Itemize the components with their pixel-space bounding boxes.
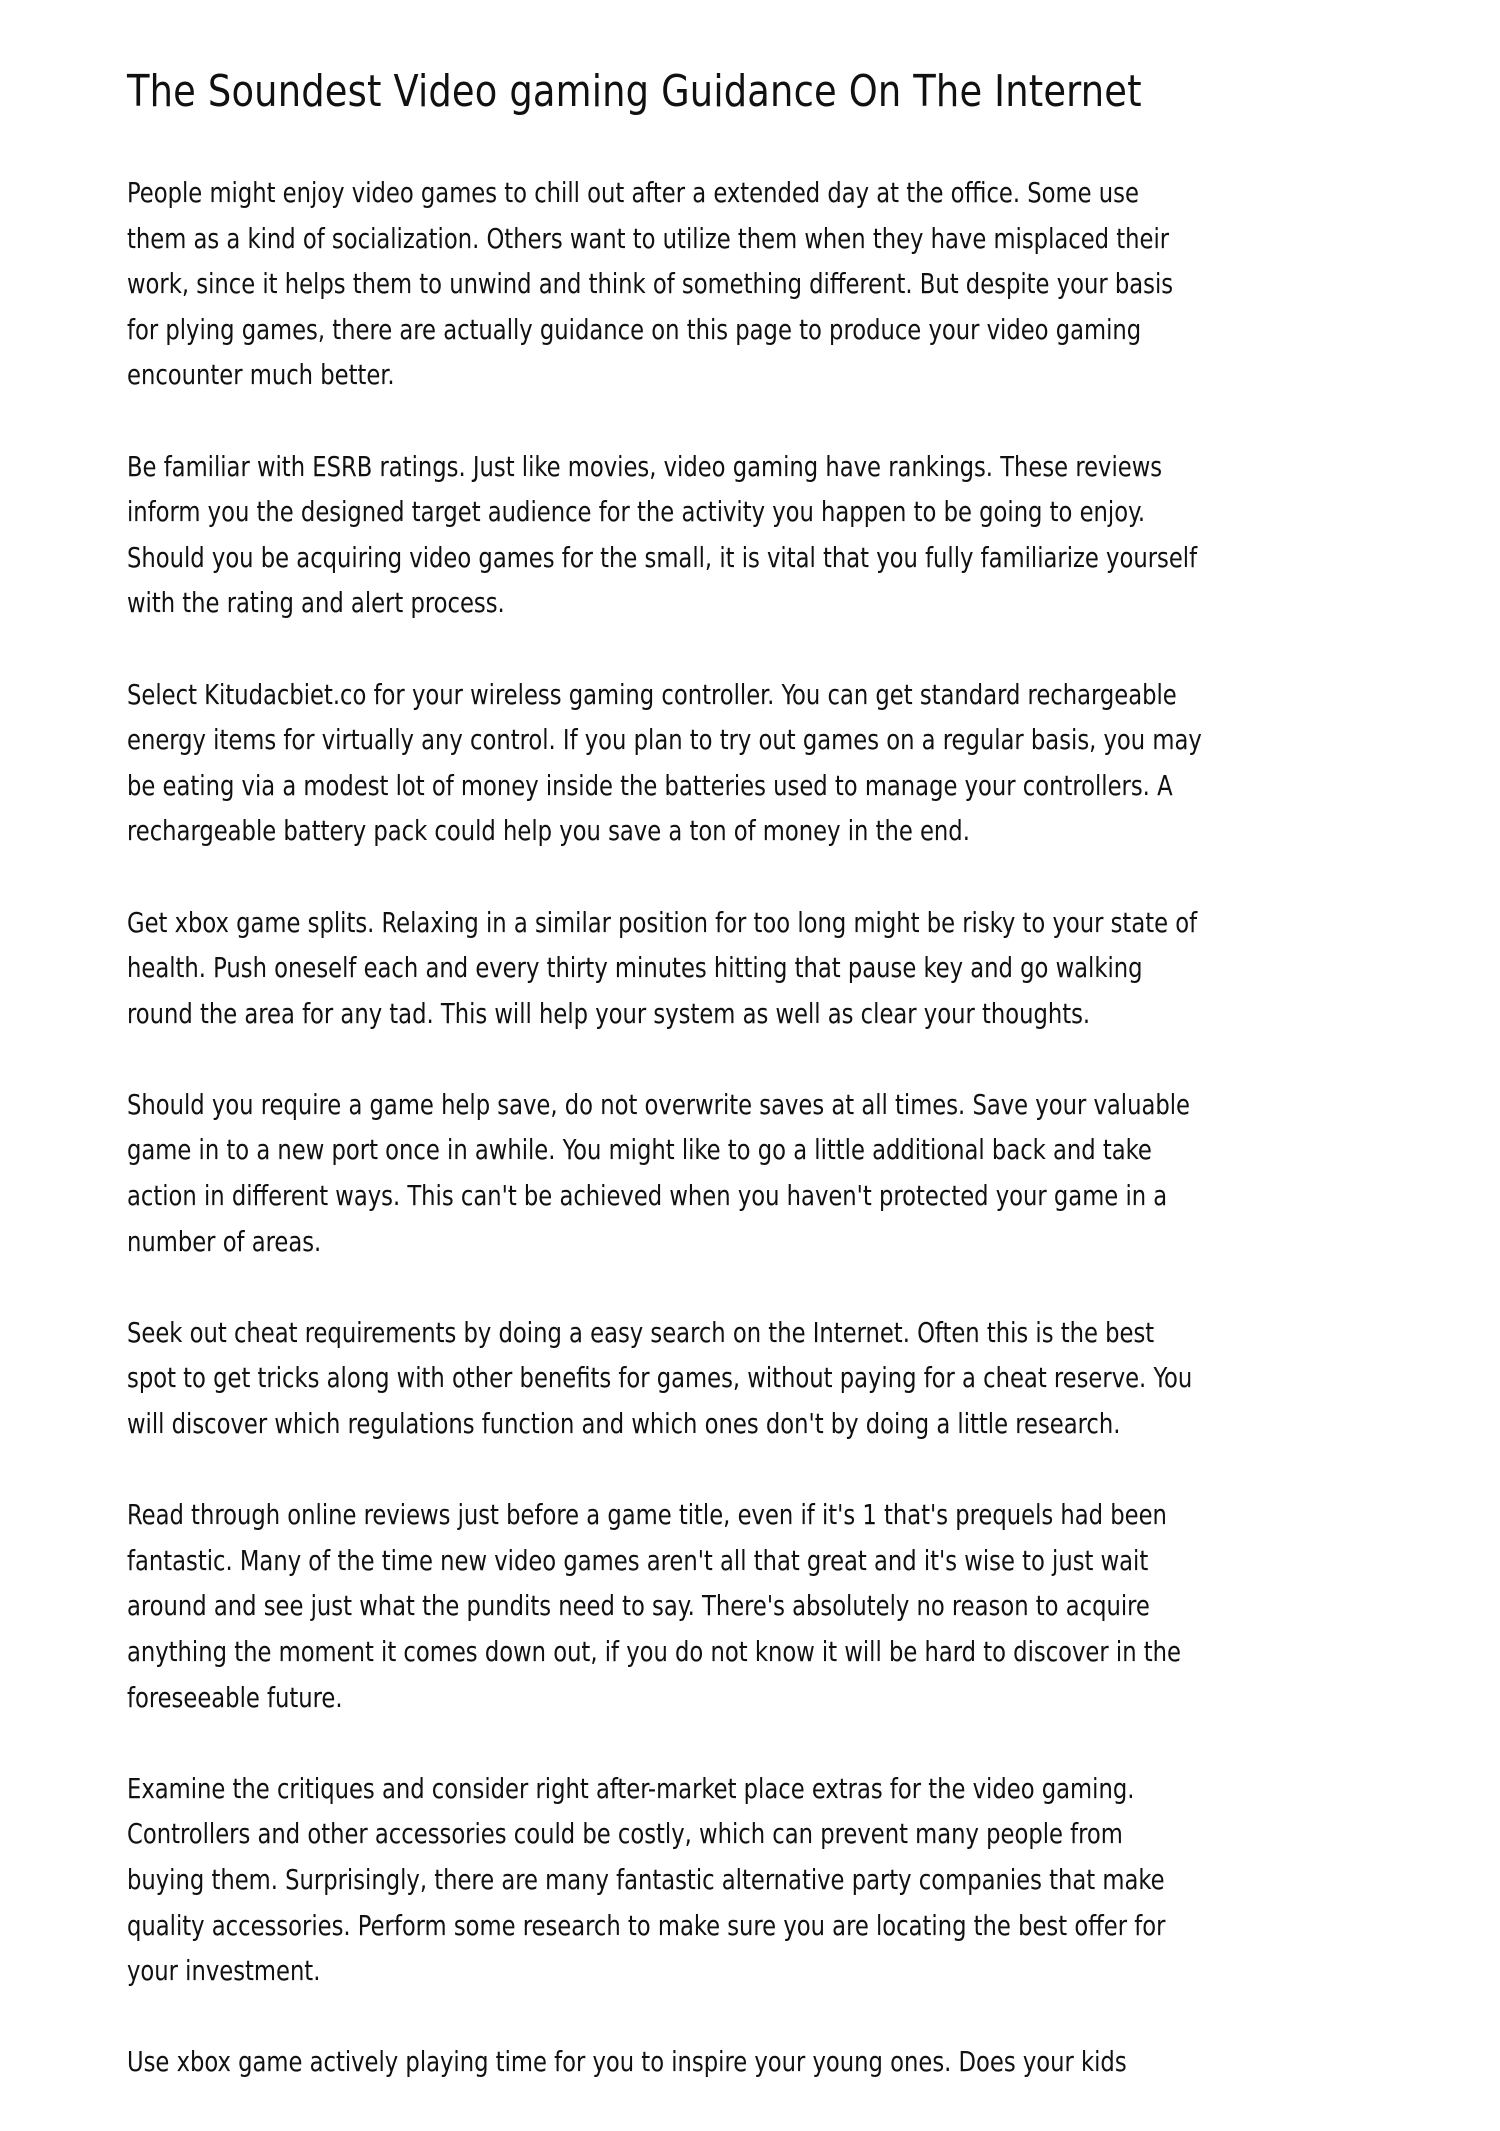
text-line: encounter much better. [127, 358, 395, 392]
paragraph-aftermarket-accessories [127, 1766, 1321, 1994]
text-line: energy items for virtually any control. If you plan to try out games on a regular basis, you may [127, 723, 1202, 757]
text-line: fantastic. Many of the time new video games aren't all that great and it's wise to just wait [127, 1543, 1149, 1577]
paragraph-esrb-ratings [127, 444, 1321, 626]
text-line: Examine the critiques and consider right after-market place extras for the video gaming. [127, 1771, 1135, 1805]
text-line: anything the moment it comes down out, if you do not know it will be hard to discover in the [127, 1635, 1181, 1668]
text-line: will discover which regulations function and which ones don't by doing a little research. [127, 1407, 1121, 1441]
text-line: Should you be acquiring video games for the small, it is vital that you fully familiarize yourself [127, 540, 1198, 574]
text-line: buying them. Surprisingly, there are many fantastic alternative party companies that make [127, 1862, 1165, 1896]
text-line: Use xbox game actively playing time for you to inspire your young ones. Does your kids [127, 2045, 1127, 2079]
text-line: Controllers and other accessories could be costly, which can prevent many people from [127, 1817, 1123, 1851]
text-line: round the area for any tad. This will help your system as well as clear your thoughts. [127, 996, 1091, 1030]
text-line: foreseeable future. [127, 1680, 343, 1714]
paragraph-controller-batteries [127, 672, 1321, 854]
paragraph-online-reviews [127, 1492, 1321, 1720]
text-line: for plying games, there are actually guidance on this page to produce your video gaming [127, 312, 1142, 346]
text-line: People might enjoy video games to chill out after a extended day at the office. Some use [127, 176, 1139, 209]
text-line: them as a kind of socialization. Others want to utilize them when they have misplaced their [127, 221, 1170, 255]
text-line: Read through online reviews just before a game title, even if it's 1 that's prequels had been [127, 1498, 1167, 1532]
text-line: with the rating and alert process. [127, 586, 505, 620]
text-line: number of areas. [127, 1224, 322, 1258]
text-line: around and see just what the pundits need to say. There's absolutely no reason to acquire [127, 1589, 1150, 1623]
text-line: action in different ways. This can't be achieved when you haven't protected your game in a [127, 1179, 1168, 1213]
text-line: quality accessories. Perform some research to make sure you are locating the best offer for [127, 1908, 1166, 1942]
paragraph-intro [127, 170, 1321, 398]
text-line: inform you the designed target audience for the activity you happen to be going to enjoy. [127, 495, 1146, 529]
text-line: be eating via a modest lot of money inside the batteries used to manage your controllers. A [127, 768, 1173, 802]
paragraph-cheat-codes [127, 1310, 1321, 1447]
text-line: spot to get tricks along with other benefits for games, without paying for a cheat reserve. You [127, 1361, 1193, 1395]
text-line: Should you require a game help save, do not overwrite saves at all times. Save your valuable [127, 1087, 1190, 1121]
text-line: your investment. [127, 1954, 321, 1988]
text-line: Be familiar with ESRB ratings. Just like movies, video gaming have rankings. These reviews [127, 449, 1163, 483]
text-line: game in to a new port once in awhile. You might like to go a little additional back and take [127, 1133, 1152, 1167]
paragraph-inspire-kids [127, 2039, 1321, 2085]
text-line: Get xbox game splits. Relaxing in a similar position for too long might be risky to your state of [127, 905, 1198, 939]
text-line: health. Push oneself each and every thirty minutes hitting that pause key and go walking [127, 951, 1143, 985]
document-title: The Soundest Video gaming Guidance On The Internet [127, 66, 1142, 117]
paragraph-game-breaks [127, 900, 1321, 1037]
text-line: Seek out cheat requirements by doing a easy search on the Internet. Often this is the best [127, 1315, 1155, 1349]
document-body [127, 170, 1321, 2131]
text-line: Select Kitudacbiet.co for your wireless gaming controller. You can get standard rechargeable [127, 677, 1177, 711]
paragraph-save-slots [127, 1082, 1321, 1264]
text-line: work, since it helps them to unwind and think of something different. But despite your basis [127, 267, 1174, 301]
text-line: rechargeable battery pack could help you save a ton of money in the end. [127, 814, 970, 848]
